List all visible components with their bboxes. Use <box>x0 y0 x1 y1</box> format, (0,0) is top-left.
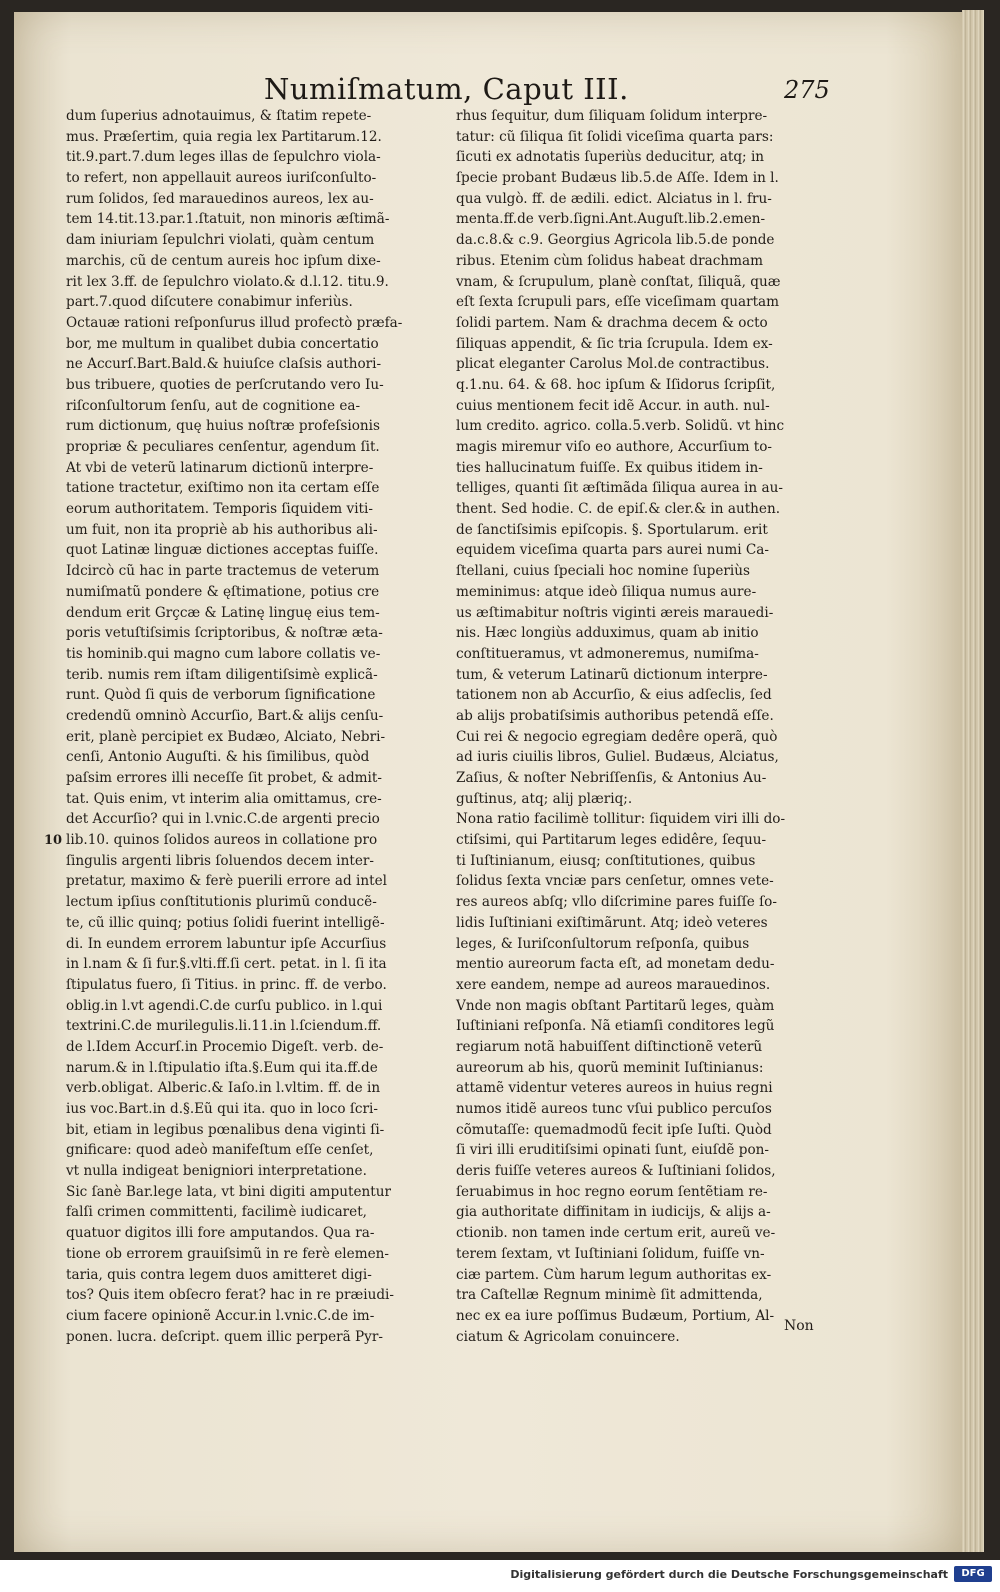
text-line: Nona ratio facilimè tollitur: ſiquidem viri illi do- <box>456 811 786 828</box>
text-line: pretatur, maximo & ferè puerili errore ad intel <box>66 873 387 890</box>
text-line: de ſanctiſsimis epiſcopis. §. Sportularum. erit <box>456 521 768 538</box>
text-line: tit.9.part.7.dum leges illas de ſepulchro viola- <box>66 149 381 166</box>
dfg-logo: DFG <box>954 1566 992 1582</box>
text-line: us æſtimabitur noſtris viginti æreis marauedi- <box>456 604 774 621</box>
text-line: cõmutaſſe: quemadmodũ fecit ipſe Iuſti. Quòd <box>456 1121 772 1138</box>
text-line: aureorum ab his, quorũ meminit Iuſtinianus: <box>456 1059 764 1076</box>
text-line: poris vetuſtiſsimis ſcriptoribus, & noſtræ æta- <box>66 625 383 642</box>
text-line: to refert, non appellauit aureos iuriſconſulto- <box>66 170 377 187</box>
text-line: Zaſius, & noſter Nebriſſenſis, & Antonius Au- <box>456 770 767 786</box>
text-line: equidem viceſima quarta pars aurei numi Ca- <box>456 542 769 559</box>
text-line: textrini.C.de murilegulis.li.11.in l.ſciendum.ff. <box>66 1018 382 1035</box>
text-line: magis miremur viſo eo authore, Accurſium to- <box>456 439 773 455</box>
footer-bar <box>0 1560 1000 1592</box>
text-line: tatione tractetur, exiſtimo non ita certam eſſe <box>66 480 380 497</box>
text-line: tationem non ab Accurſio, & eius adſeclis, ſed <box>456 687 772 704</box>
text-line: tem 14.tit.13.par.1.ſtatuit, non minoris æſtimã- <box>66 211 390 228</box>
text-line: Iuſtiniani reſponſa. Nã etiamſi conditores legũ <box>456 1018 775 1035</box>
text-line: ti Iuſtinianum, eiusq; conſtitutiones, quibus <box>456 852 756 869</box>
marginal-note: 10 <box>44 833 63 848</box>
text-line: Idcircò cũ hac in parte tractemus de veterum <box>66 563 380 580</box>
text-line: ne Accurſ.Bart.Bald.& huiuſce claſsis authori- <box>66 356 382 373</box>
text-line: ſolidus ſexta vnciæ pars cenſetur, omnes vete- <box>456 873 774 890</box>
text-line: lectum ipſius conſtitutionis plurimũ conducẽ- <box>66 894 377 911</box>
text-line: attamẽ videntur veteres aureos in huius regni <box>456 1080 773 1097</box>
text-line: nec ex ea iure poſſimus Budæum, Portium, Al- <box>456 1307 775 1324</box>
text-line: bus tribuere, quoties de perſcrutando vero Iu- <box>66 376 384 393</box>
text-line: narum.& in l.ſtipulatio iſta.§.Eum qui ita.ff.de <box>66 1059 378 1076</box>
text-line: ſpecie probant Budæus lib.5.de Aſſe. Idem in l. <box>456 170 779 187</box>
text-line: ſtipulatus fuero, ſi Titius. in princ. ff. de verbo. <box>66 976 387 993</box>
text-line: ſtellani, cuius ſpeciali hoc nomine ſuperiùs <box>456 563 750 580</box>
text-line: taria, quis contra legem duos amitteret digi- <box>66 1266 372 1283</box>
text-line: tis hominib.qui magno cum labore collatis ve- <box>66 645 381 662</box>
text-line: ius voc.Bart.in d.§.Eũ qui ita. quo in loco ſcri- <box>66 1101 378 1117</box>
text-line: da.c.8.& c.9. Georgius Agricola lib.5.de ponde <box>456 232 775 249</box>
text-line: rum ſolidos, ſed marauedinos aureos, lex au- <box>66 190 374 207</box>
text-line: quatuor digitos illi fore amputandos. Qua ra- <box>66 1225 375 1242</box>
text-line: paſsim errores illi neceſſe ſit probet, & admit- <box>66 770 382 786</box>
text-line: lib.10. quinos ſolidos aureos in collatione pro <box>66 832 378 849</box>
text-line: det Accurſio? qui in l.vnic.C.de argenti precio <box>66 811 380 828</box>
text-line: telliges, quanti ſit æſtimãda ſiliqua aurea in au- <box>456 480 783 497</box>
text-line: eorum authoritatem. Temporis ſiquidem viti- <box>66 501 373 518</box>
text-line: Cui rei & negocio egregiam dedêre operã, quò <box>456 728 778 745</box>
text-line: de l.Idem Accurſ.in Procemio Digeſt. verb. de- <box>66 1038 384 1055</box>
text-line: tum, & veterum Latinarũ dictionum interpre- <box>456 666 768 683</box>
text-line: um fuit, non ita propriè ab his authoribus ali- <box>66 521 378 538</box>
text-line: di. In eundem errorem labuntur ipſe Accurſius <box>66 935 387 952</box>
funding-credit: Digitalisierung gefördert durch die Deutsche Forschungsgemeinschaft <box>510 1568 948 1581</box>
text-line: ponen. lucra. deſcript. quem illic perperã Pyr- <box>66 1328 383 1345</box>
text-line: gia authoritate diffinitam in iudicijs, & alijs a- <box>456 1204 771 1221</box>
text-line: propriæ & peculiares cenſentur, agendum ſit. <box>66 439 380 455</box>
text-line: deris fuiſſe veteres aureos & Iuſtiniani ſolidos, <box>456 1163 776 1180</box>
text-line: leges, & Iuriſconſultorum reſponſa, quibus <box>456 935 750 952</box>
catchword: Non <box>784 1318 814 1334</box>
text-line: q.1.nu. 64. & 68. hoc ipſum & Iſidorus ſcripſit, <box>456 376 776 393</box>
text-line: dam iniuriam ſepulchri violati, quàm centum <box>66 232 375 249</box>
text-line: tos? Quis item obſecro ferat? hac in re præiudi- <box>66 1287 394 1304</box>
text-line: dendum erit Grçcæ & Latinę linguę eius tem- <box>66 604 380 621</box>
text-line: part.7.quod diſcutere conabimur inferiùs. <box>66 294 353 311</box>
text-line: tione ob errorem grauiſsimũ in re ferè elemen- <box>66 1245 389 1262</box>
text-line: lum credito. agrico. colla.5.verb. Solidũ. vt hinc <box>456 418 785 435</box>
text-line: numos itidẽ aureos tunc vſui publico percuſos <box>456 1101 772 1117</box>
text-line: thent. Sed hodie. C. de epiſ.& cler.& in authen. <box>456 501 781 518</box>
text-line: riſconſultorum ſenſu, aut de cognitione ea- <box>66 397 361 414</box>
text-line: marchis, cũ de centum aureis hoc ipſum dixe- <box>66 252 381 269</box>
left-column <box>66 106 436 1347</box>
text-line: menta.ff.de verb.ſigni.Ant.Auguſt.lib.2.emen- <box>456 211 766 228</box>
text-line: terem ſextam, vt Iuſtiniani ſolidum, fuiſſe vn- <box>456 1245 765 1262</box>
text-line: eſt ſexta ſcrupuli pars, eſſe viceſimam quartam <box>456 294 780 311</box>
text-line: ties hallucinatum fuiſſe. Ex quibus itidem in- <box>456 459 763 476</box>
text-line: rhus ſequitur, dum ſiliquam ſolidum interpre- <box>456 108 768 124</box>
text-line: quot Latinæ linguæ dictiones acceptas fuiſſe. <box>66 542 379 559</box>
text-line: qua vulgò. ff. de ædili. edict. Alciatus in l. fru- <box>456 190 772 207</box>
text-line: tatur: cũ ſiliqua ſit ſolidi viceſima quarta pars: <box>456 128 774 145</box>
text-line: ſeruabimus in hoc regno eorum ſentẽtiam re- <box>456 1183 768 1200</box>
text-line: conſtitueramus, vt admoneremus, numiſma- <box>456 645 759 662</box>
text-line: vnam, & ſcrupulum, planè conſtat, ſiliquã, quæ <box>456 273 781 290</box>
text-line: numiſmatũ pondere & ęſtimatione, potius cre <box>66 583 380 600</box>
text-line: mus. Præſertim, quia regia lex Partitarum.12. <box>66 128 382 145</box>
text-line: ciæ partem. Cùm harum legum authoritas ex- <box>456 1266 772 1283</box>
text-line: regiarum notã habuiſſent diſtinctionẽ veterũ <box>456 1038 763 1055</box>
text-line: ſiliquas appendit, & ſic tria ſcrupula. Idem ex- <box>456 335 773 352</box>
text-line: At vbi de veterũ latinarum dictionũ interpre- <box>66 459 374 476</box>
text-line: meminimus: atque ideò ſiliqua numus aure- <box>456 583 757 600</box>
text-line: Vnde non magis obſtant Partitarũ leges, quàm <box>456 997 775 1014</box>
text-line: ad iuris ciuilis libros, Guliel. Budæus, Alciatus, <box>456 749 779 766</box>
text-line: xere eandem, nempe ad aureos marauedinos. <box>456 976 771 993</box>
text-line: verb.obligat. Alberic.& Iaſo.in l.vltim. ff. de in <box>66 1080 381 1097</box>
text-line: ribus. Etenim cùm ſolidus habeat drachmam <box>456 252 763 269</box>
text-line: mentio aureorum facta eſt, ad monetam dedu- <box>456 956 775 973</box>
text-line: cuius mentionem fecit idẽ Accur. in auth. nul- <box>456 397 770 414</box>
text-line: guſtinus, atq; alij plæriq;. <box>456 790 633 807</box>
text-line: Sic ſanè Bar.lege lata, vt bini digiti amputentur <box>66 1183 391 1200</box>
text-line: erit, planè percipiet ex Budæo, Alciato, Nebri- <box>66 728 386 745</box>
text-line: tat. Quis enim, vt interim alia omittamus, cre- <box>66 790 382 807</box>
text-line: rum dictionum, quę huius noſtræ profeſsionis <box>66 418 381 435</box>
text-line: bit, etiam in legibus pœnalibus dena viginti ſi- <box>66 1121 385 1138</box>
right-column <box>456 106 826 1347</box>
text-line: vt nulla indigeat benigniori interpretatione. <box>66 1163 367 1180</box>
text-line: tra Caſtellæ Regnum minimè ſit admittenda, <box>456 1287 763 1304</box>
text-line: oblig.in l.vt agendi.C.de curſu publico. in l.qui <box>66 997 383 1014</box>
text-line: dum ſuperius adnotauimus, & ſtatim repete- <box>66 108 372 124</box>
text-line: cium facere opinionẽ Accur.in l.vnic.C.de im- <box>66 1307 375 1324</box>
text-line: in l.nam & ſi fur.§.vlti.ff.ſi cert. petat. in l. ſi ita <box>66 956 387 973</box>
text-line: credendũ omninò Accurſio, Bart.& alijs cenſu- <box>66 707 384 724</box>
text-line: plicat eleganter Carolus Mol.de contractibus. <box>456 356 770 373</box>
text-line: nis. Hæc longiùs adduximus, quam ab initio <box>456 625 759 642</box>
text-line: ſi viri illi eruditiſsimi opinati ſunt, eiuſdẽ pon- <box>456 1142 770 1159</box>
text-line: ctionib. non tamen inde certum erit, aureũ ve- <box>456 1225 776 1242</box>
text-line: ciatum & Agricolam conuincere. <box>456 1328 680 1345</box>
text-line: te, cũ illic quinq; potius ſolidi fuerint intelligẽ- <box>66 914 385 931</box>
text-line: rit lex 3.ff. de ſepulchro violato.& d.l.12. titu.9. <box>66 273 389 290</box>
text-line: runt. Quòd ſi quis de verborum ſignificatione <box>66 687 376 704</box>
text-line: ſingulis argenti libris ſoluendos decem inter- <box>66 852 374 869</box>
text-line: ab alijs probatiſsimis authoribus petendã eſſe. <box>456 707 774 724</box>
text-line: Octauæ rationi reſponſurus illud profectò præfa- <box>66 314 403 331</box>
text-line: falſi crimen committenti, facilimè iudicaret, <box>66 1204 368 1221</box>
text-line: gnificare: quod adeò manifeſtum eſſe cenſet, <box>66 1142 374 1159</box>
page-edge <box>962 10 984 1552</box>
text-line: ctiſsimi, qui Partitarum leges edidêre, ſequu- <box>456 832 767 849</box>
text-line: terib. numis rem iſtam diligentiſsimè explicã- <box>66 666 378 683</box>
text-line: bor, me multum in qualibet dubia concertatio <box>66 335 379 352</box>
page-number: 275 <box>784 76 830 104</box>
text-line: ſolidi partem. Nam & drachma decem & octo <box>456 314 768 331</box>
text-line: cenſi, Antonio Auguſti. & his ſimilibus, quòd <box>66 749 370 766</box>
text-line: ſicuti ex adnotatis ſuperiùs deducitur, atq; in <box>456 149 765 166</box>
text-line: res aureos abſq; vllo diſcrimine pares fuiſſe ſo- <box>456 894 777 911</box>
text-line: lidis Iuſtiniani exiſtimãrunt. Atq; ideò veteres <box>456 914 768 931</box>
running-title: Numiſmatum, Caput III. <box>264 72 629 106</box>
